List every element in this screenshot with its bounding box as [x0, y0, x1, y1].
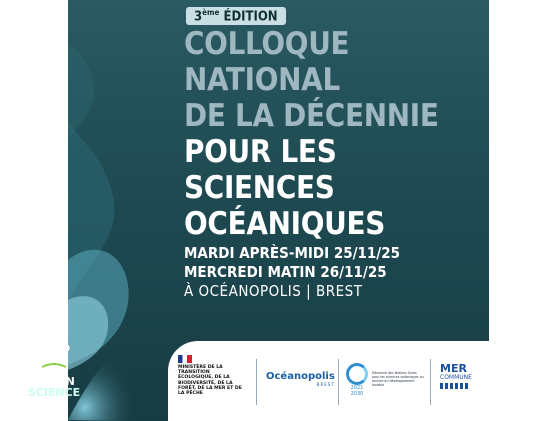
- venue-line: À OCÉANOPOLIS | BREST: [184, 282, 363, 300]
- title-line: NATIONAL: [184, 62, 340, 98]
- title-line: OCÉANIQUES: [184, 206, 386, 242]
- page-number: 7: [0, 388, 7, 401]
- title-line: DE LA DÉCENNIE: [184, 98, 439, 134]
- event-dates: [184, 244, 400, 301]
- date-line: MERCREDI MATIN 26/11/25: [184, 263, 387, 281]
- ministere-logo: [178, 355, 248, 396]
- waves-icon: [440, 383, 470, 389]
- date-line: MARDI APRÈS-MIDI 25/11/25: [184, 244, 401, 262]
- green-science-logo: GREEN SCIENCE: [14, 343, 94, 413]
- marianne-flag-icon: [178, 355, 192, 363]
- microscope-icon: [34, 343, 74, 373]
- oceanopolis-logo: Océanopolis BREST: [266, 371, 335, 387]
- edition-badge: 3ème ÉDITION: [186, 7, 286, 25]
- ministere-text: MINISTÈRE DE LA TRANSITION ÉCOLOGIQUE, DE LA BIODIVERSITÉ, DE LA FORÊT, DE LA MER ET DE LA PÊCHE: [178, 365, 242, 397]
- divider: [338, 359, 339, 405]
- wave-ring-icon: [346, 363, 368, 385]
- divider: [430, 359, 431, 405]
- partner-logos-bar: [168, 341, 489, 421]
- event-poster: [68, 0, 489, 421]
- divider: [256, 359, 257, 405]
- mer-commune-logo: MER COMMUNE: [440, 363, 474, 389]
- decennie-logo: 2021 2030 Décennie des Nations Unies pour les sciences océaniques au service du développement durable: [346, 363, 426, 397]
- event-title: [184, 26, 489, 242]
- title-line: COLLOQUE: [184, 26, 350, 62]
- title-line: POUR LES SCIENCES: [184, 134, 337, 206]
